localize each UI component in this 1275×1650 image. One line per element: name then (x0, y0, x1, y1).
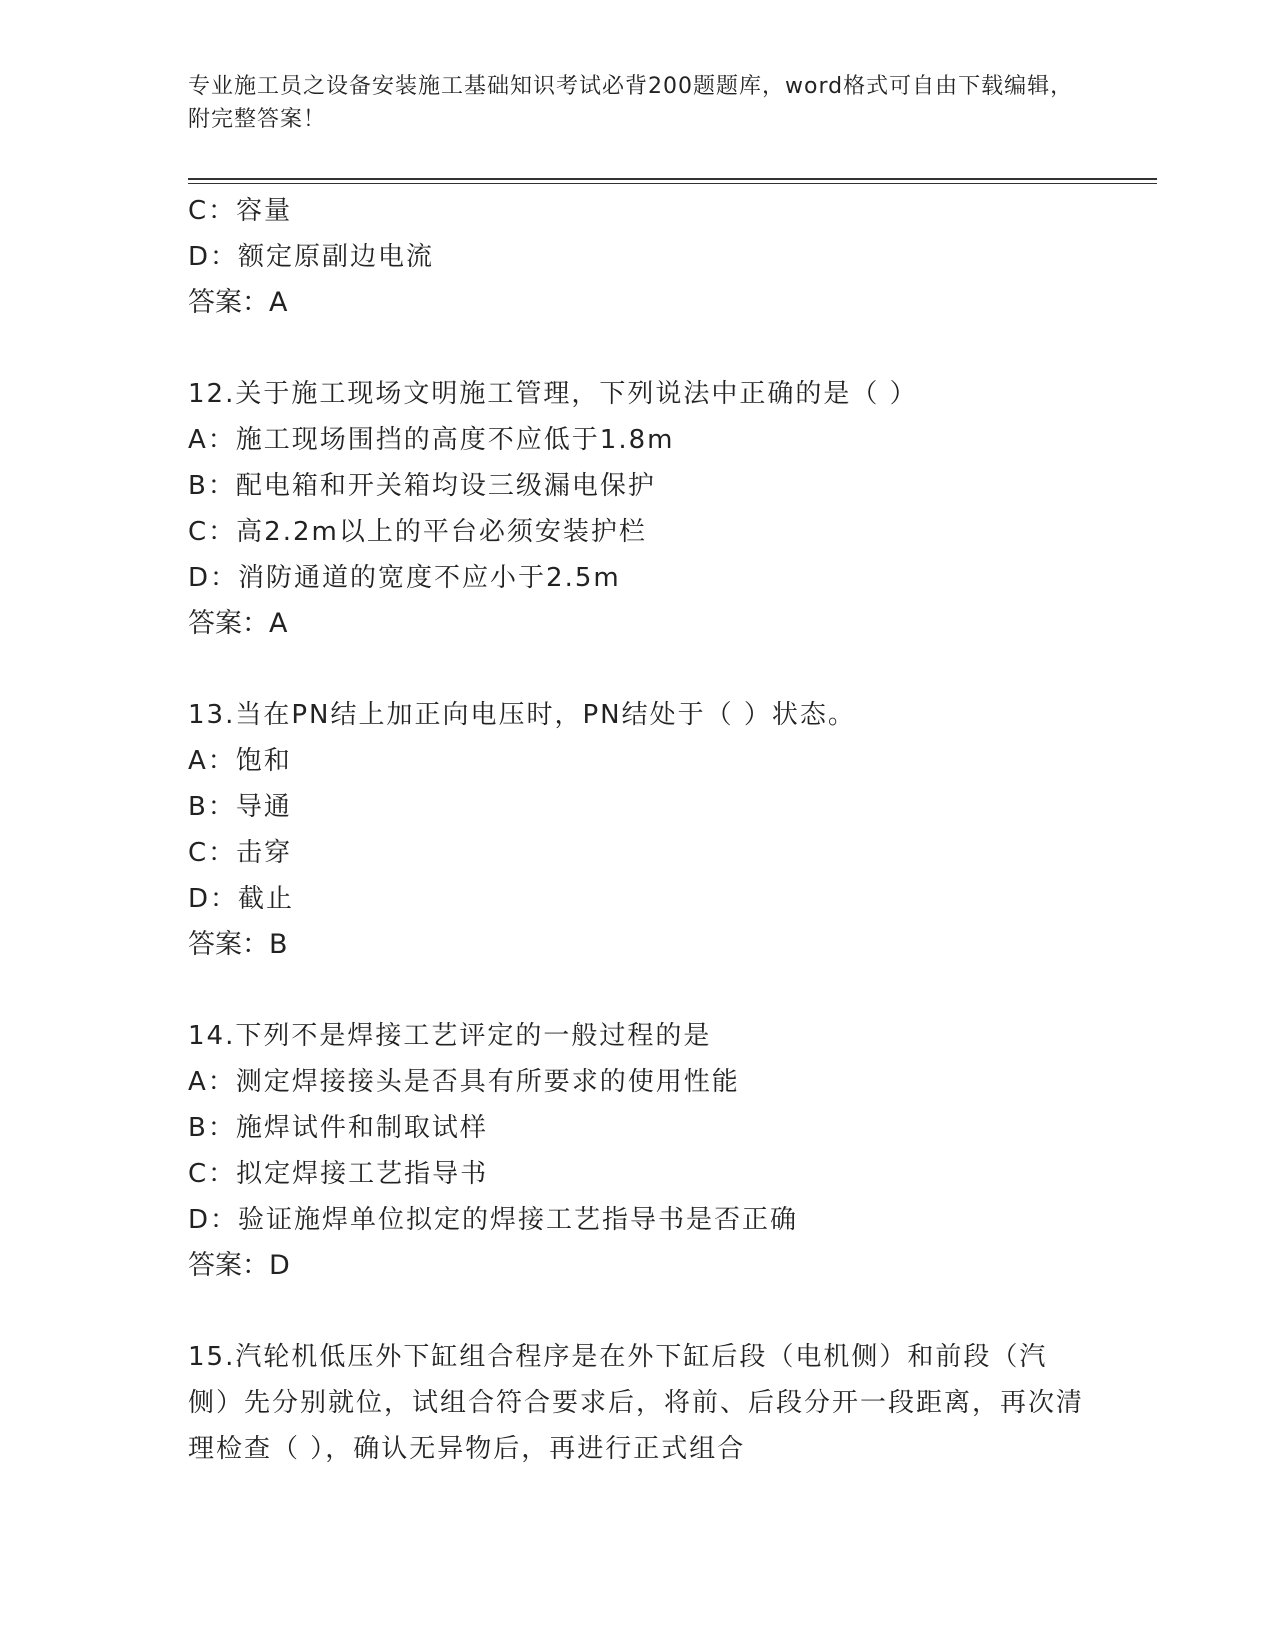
header-rule-thin (188, 183, 1157, 184)
answer-label: 答案：B (188, 929, 288, 960)
spacer (188, 326, 1088, 371)
option-b: B：配电箱和开关箱均设三级漏电保护 (188, 471, 656, 501)
question-stem: 12.关于施工现场文明施工管理，下列说法中正确的是（ ） (188, 379, 918, 409)
option-b: B：导通 (188, 792, 292, 822)
option-a: A：施工现场围挡的高度不应低于1.8m (188, 425, 675, 455)
spacer (188, 1289, 1088, 1334)
question-13 (188, 692, 1088, 968)
question-stem: 14.下列不是焊接工艺评定的一般过程的是 (188, 1021, 712, 1051)
option-c: C：击穿 (188, 838, 293, 868)
option-c: C：拟定焊接工艺指导书 (188, 1159, 489, 1189)
option-d: D：验证施焊单位拟定的焊接工艺指导书是否正确 (188, 1205, 799, 1235)
option-a: A：测定焊接接头是否具有所要求的使用性能 (188, 1067, 740, 1097)
question-14 (188, 1013, 1088, 1289)
question-stem: 13.当在PN结上加正向电压时，PN结处于（ ）状态。 (188, 700, 856, 730)
answer-label: 答案：A (188, 608, 288, 639)
option-d: D：截止 (188, 884, 295, 914)
answer-label: 答案：D (188, 1250, 290, 1281)
spacer (188, 968, 1088, 1013)
option-d: D：额定原副边电流 (188, 242, 435, 272)
header-rule-thick (188, 178, 1157, 180)
question-list (188, 188, 1088, 1472)
question-12 (188, 371, 1088, 647)
option-a: A：饱和 (188, 746, 292, 776)
question-11-tail (188, 188, 1088, 326)
option-c: C：容量 (188, 196, 293, 226)
document-header: 专业施工员之设备安装施工基础知识考试必背200题题库，word格式可自由下载编辑，附完整答案！ (188, 74, 1074, 132)
answer-label: 答案：A (188, 287, 288, 318)
question-15 (188, 1334, 1088, 1472)
option-b: B：施焊试件和制取试样 (188, 1113, 488, 1143)
spacer (188, 647, 1088, 692)
option-c: C：高2.2m以上的平台必须安装护栏 (188, 517, 647, 547)
question-stem: 15.汽轮机低压外下缸组合程序是在外下缸后段（电机侧）和前段（汽侧）先分别就位，试组合符合要求后，将前、后段分开一段距离，再次清理检查（ ），确认无异物后，再进行正式组合 (188, 1342, 1085, 1464)
option-d: D：消防通道的宽度不应小于2.5m (188, 563, 621, 593)
